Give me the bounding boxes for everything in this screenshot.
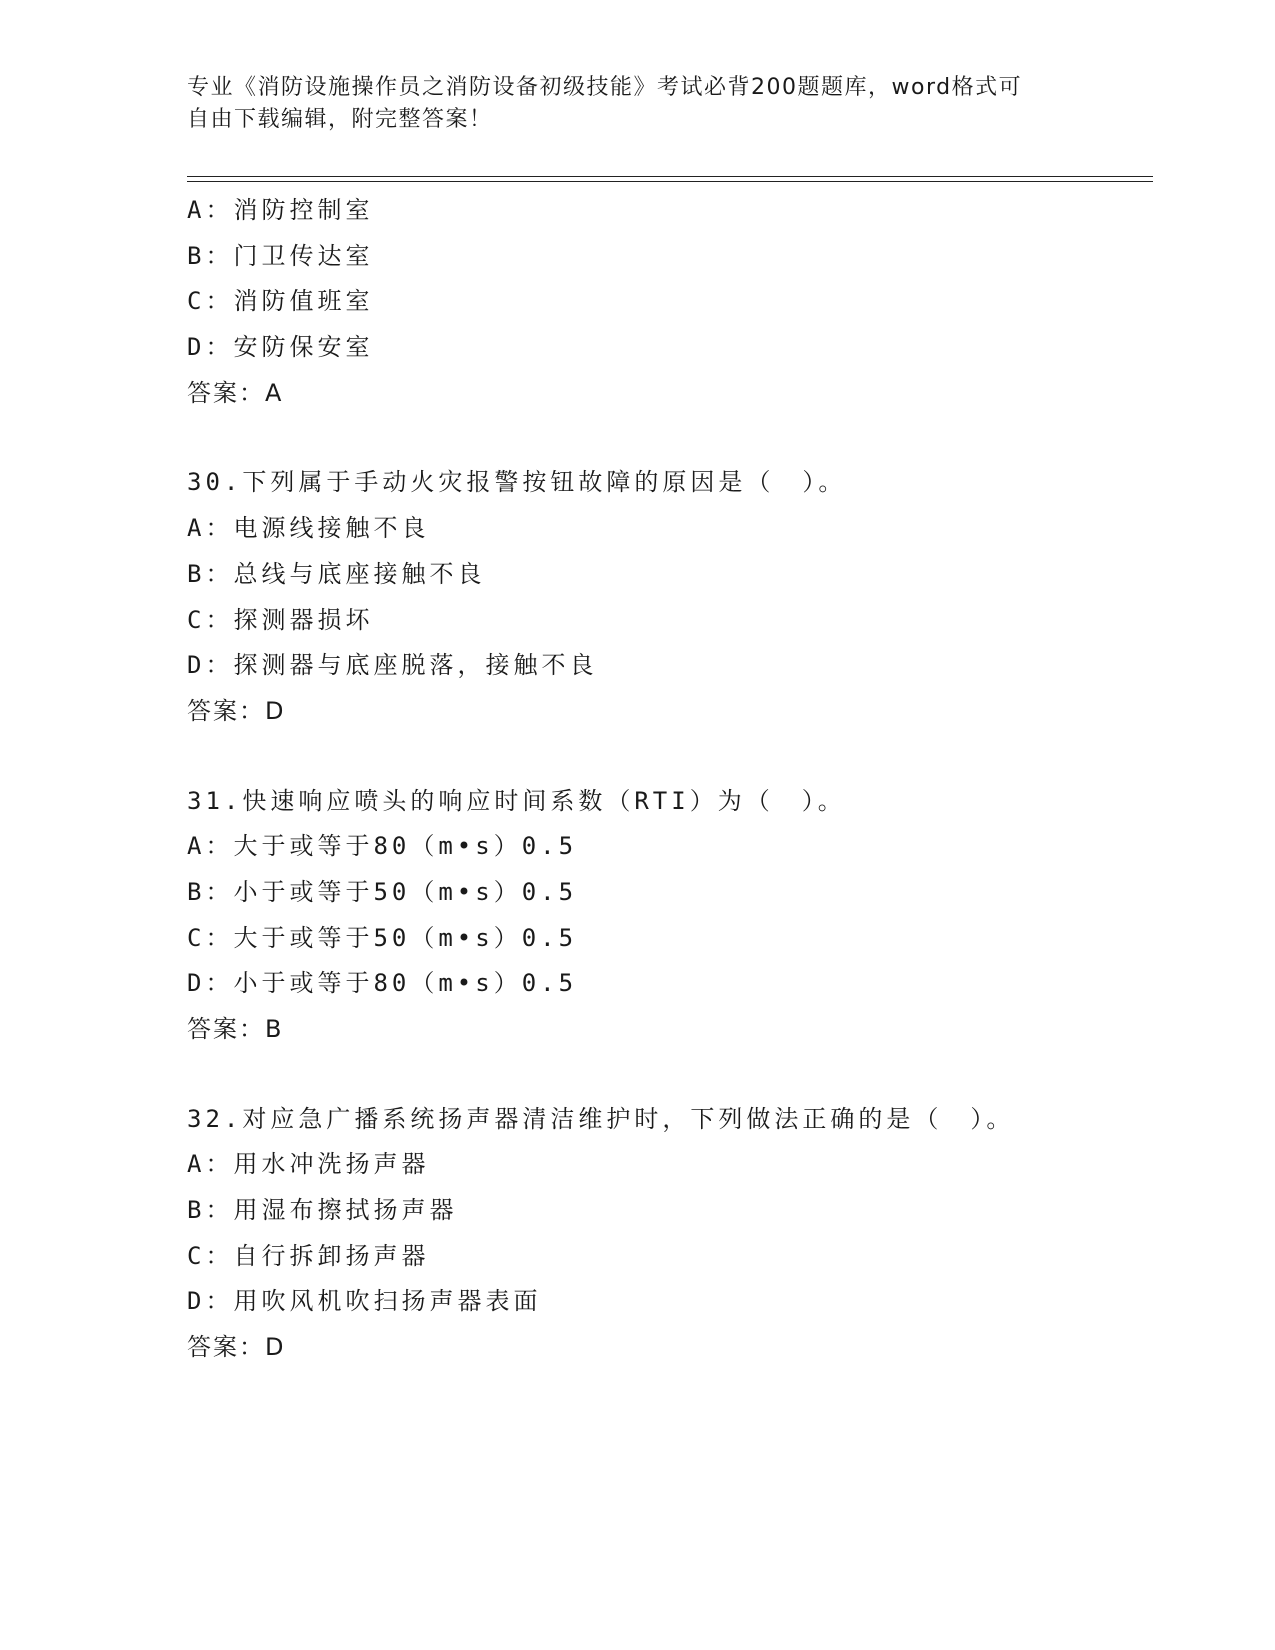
- question-title: 30.下列属于手动火灾报警按钮故障的原因是（ ）。: [187, 468, 847, 497]
- option-a: A：大于或等于80（m•s）0.5: [187, 832, 578, 861]
- option-c: C：探测器损坏: [187, 605, 374, 634]
- option-c: C：消防值班室: [187, 287, 374, 316]
- answer-line: 答案：A: [187, 378, 284, 407]
- option-a: A：消防控制室: [187, 196, 374, 224]
- option-a: A：用水冲洗扬声器: [187, 1150, 430, 1179]
- header-divider-top: [187, 176, 1153, 177]
- question-block-30: [187, 460, 1147, 734]
- question-list: [187, 188, 1147, 1415]
- question-block-29: [187, 188, 1147, 416]
- option-b: B：总线与底座接触不良: [187, 559, 486, 588]
- header-line-1: 专业《消防设施操作员之消防设备初级技能》考试必背200题题库，word格式可: [187, 75, 1023, 100]
- document-header: [187, 72, 1067, 136]
- option-c: C：自行拆卸扬声器: [187, 1241, 430, 1270]
- answer-line: 答案：B: [187, 1015, 284, 1043]
- option-d: D：安防保安室: [187, 333, 374, 362]
- header-divider-bottom: [187, 181, 1153, 182]
- question-title: 31.快速响应喷头的响应时间系数（RTI）为（ ）。: [187, 786, 846, 815]
- option-c: C：大于或等于50（m•s）0.5: [187, 923, 578, 952]
- option-b: B：用湿布擦拭扬声器: [187, 1196, 458, 1225]
- answer-line: 答案：D: [187, 696, 286, 725]
- option-d: D：小于或等于80（m•s）0.5: [187, 969, 578, 998]
- option-d: D：探测器与底座脱落，接触不良: [187, 651, 598, 680]
- option-d: D：用吹风机吹扫扬声器表面: [187, 1287, 542, 1316]
- question-title: 32.对应急广播系统扬声器清洁维护时，下列做法正确的是（ ）。: [187, 1104, 1015, 1133]
- question-block-32: [187, 1097, 1147, 1371]
- option-b: B：门卫传达室: [187, 241, 374, 270]
- header-line-2: 自由下载编辑，附完整答案！: [187, 107, 493, 132]
- option-b: B：小于或等于50（m•s）0.5: [187, 877, 578, 906]
- answer-line: 答案：D: [187, 1333, 286, 1362]
- question-block-31: [187, 779, 1147, 1053]
- option-a: A：电源线接触不良: [187, 514, 430, 543]
